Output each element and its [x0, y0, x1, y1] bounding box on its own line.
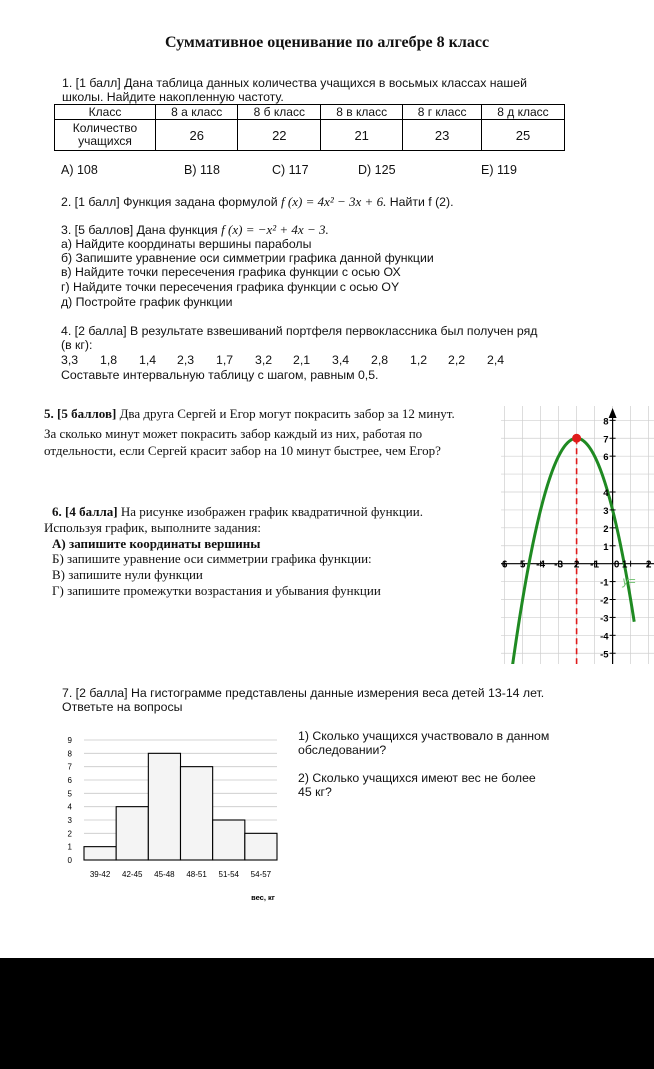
curve-label: y=	[622, 574, 636, 589]
table-header-cell: 8 г класс	[403, 105, 482, 120]
q2-lead: 2. [1 балл] Функция задана формулой	[61, 195, 278, 209]
option-d: D) 125	[358, 163, 396, 177]
histogram-bar	[116, 807, 148, 860]
y-tick-label: 7	[67, 762, 72, 772]
x-tick-label: 0	[613, 559, 620, 571]
q7-line2: Ответьте на вопросы	[62, 700, 183, 714]
q7-question2-line2: 45 кг?	[298, 785, 332, 799]
option-e: E) 119	[481, 163, 517, 177]
q3-head	[61, 223, 329, 237]
q3-item-a: а) Найдите координаты вершины параболы	[61, 237, 312, 251]
q6-item-a: А) запишите координаты вершины	[52, 536, 261, 551]
y-tick-label: 5	[67, 789, 72, 799]
y-tick-label: 3	[67, 816, 72, 825]
y-tick-label: -1	[600, 577, 609, 589]
q1-line1: 1. [1 балл] Дана таблица данных количества учащихся в восьмых классах нашей	[62, 76, 527, 90]
q4-value: 1,8	[100, 353, 118, 367]
table-cell: 21	[321, 120, 403, 151]
x-tick-label: -1	[590, 559, 600, 571]
x-tick-label: 6	[501, 559, 508, 571]
q6-points: 6. [4 балла]	[52, 504, 118, 519]
table-row-label	[55, 120, 156, 151]
q4-value: 3,3	[61, 353, 79, 367]
x-tick-label: 39-42	[89, 870, 111, 879]
q3-item-d: г) Найдите точки пересечения графика функции с осью ОY	[61, 280, 400, 294]
q4-value: 2,2	[448, 353, 466, 367]
q5-line3: отдельности, если Сергей красит забор на 10 минут быстрее, чем Егор?	[44, 443, 441, 458]
y-tick-label: 6	[67, 776, 72, 785]
q5-line1	[44, 406, 455, 422]
table-header-row	[55, 105, 565, 120]
q4-value: 2,3	[177, 353, 195, 367]
q6-text1: На рисунке изображен график квадратичной функции.	[117, 504, 423, 519]
y-tick-label: -4	[600, 631, 609, 643]
q4-line2: (в кг):	[61, 338, 93, 352]
y-tick-label: -5	[600, 649, 609, 661]
vertex-point	[572, 434, 581, 443]
histogram-bar	[148, 753, 180, 860]
x-tick-label: 1	[621, 559, 628, 571]
x-tick-label: 51-54	[218, 870, 239, 879]
x-tick-label: -4	[536, 559, 546, 571]
x-tick-label: 54-57	[250, 870, 272, 879]
q4-value: 3,4	[332, 353, 350, 367]
y-tick-label: 9	[67, 736, 72, 745]
x-axis-label: вес, кг	[251, 893, 275, 902]
table-cell: 25	[481, 120, 564, 151]
y-tick-label: -3	[600, 613, 609, 625]
option-a: A) 108	[61, 163, 98, 177]
q7-question1-line1: 1) Сколько учащихся участвовало в данном	[298, 729, 550, 743]
y-tick-label: 4	[603, 488, 609, 499]
x-tick-label: 5	[519, 559, 526, 571]
q2-formula: f (x) = 4x² − 3x + 6.	[281, 194, 387, 209]
histogram-bar	[245, 833, 277, 860]
q7-question2-line1: 2) Сколько учащихся имеют вес не более	[298, 771, 536, 785]
q5-line2: За сколько минут может покрасить забор каждый из них, работая по	[44, 426, 423, 441]
q4-line3: Составьте интервальную таблицу с шагом, равным 0,5.	[61, 368, 379, 382]
q1-line2: школы. Найдите накопленную частоту.	[62, 90, 284, 104]
row-label-line1: Количество	[72, 121, 138, 135]
x-tick-label: 45-48	[154, 870, 175, 879]
histogram-bar	[181, 767, 213, 860]
table-cell: 22	[238, 120, 321, 151]
histogram-bar	[213, 820, 245, 860]
y-tick-label: 1	[67, 842, 72, 852]
parabola-chart	[501, 406, 654, 664]
y-tick-label: 6	[603, 452, 609, 464]
y-tick-label: 2	[603, 523, 609, 535]
y-tick-label: -2	[600, 595, 609, 607]
q4-value: 2,1	[293, 353, 311, 367]
y-tick-label: 8	[67, 749, 72, 759]
q6-item-d: Г) запишите промежутки возрастания и убывания функции	[52, 583, 381, 598]
q2-tail: Найти f (2).	[389, 195, 454, 209]
table-cell: 23	[403, 120, 482, 151]
y-axis-arrow	[609, 408, 617, 418]
table-header-cell: 8 б класс	[238, 105, 321, 120]
y-tick-label: 4	[67, 802, 72, 812]
y-tick-label: 8	[603, 416, 609, 428]
histogram-chart	[60, 730, 285, 905]
q3-item-c: в) Найдите точки пересечения графика функции с осью ОХ	[61, 265, 401, 279]
q3-formula: f (x) = −x² + 4x − 3.	[221, 222, 329, 237]
y-tick-label: 7	[603, 434, 609, 446]
histogram-bar	[84, 847, 116, 860]
y-tick-label: 1	[603, 541, 609, 553]
q4-value: 2,8	[371, 353, 389, 367]
q6-item-c: В) запишите нули функции	[52, 567, 203, 582]
q6-line2: Используя график, выполните задания:	[44, 520, 261, 535]
q4-value: 3,2	[255, 353, 273, 367]
x-tick-label: 48-51	[186, 870, 207, 879]
q2-text	[61, 195, 454, 209]
parabola-curve	[501, 438, 634, 664]
q6-line1	[52, 504, 423, 520]
q3-lead: 3. [5 баллов] Дана функция	[61, 223, 218, 237]
x-tick-label: 2	[573, 559, 580, 571]
q7-line1: 7. [2 балла] На гистограмме представлены данные измерения веса детей 13-14 лет.	[62, 686, 545, 700]
y-tick-label: 3	[603, 505, 609, 517]
black-footer-bar	[0, 958, 654, 1069]
table-header-cell: 8 в класс	[321, 105, 403, 120]
table-header-cell: Класс	[55, 105, 156, 120]
page-title: Суммативное оценивание по алгебре 8 класс	[164, 34, 490, 51]
q4-value: 1,4	[139, 353, 157, 367]
table-header-cell: 8 д класс	[481, 105, 564, 120]
table-header-cell: 8 а класс	[156, 105, 238, 120]
q4-value: 1,7	[216, 353, 234, 367]
row-label-line2: учащихся	[78, 134, 132, 148]
q4-line1: 4. [2 балла] В результате взвешиваний портфеля первоклассника был получен ряд	[61, 324, 538, 338]
x-tick-label: 42-45	[122, 870, 143, 879]
y-tick-label: 2	[67, 829, 72, 839]
table-cell: 26	[156, 120, 238, 151]
q4-value: 1,2	[410, 353, 428, 367]
q7-question1-line2: обследовании?	[298, 743, 387, 757]
q5-points: 5. [5 баллов]	[44, 406, 117, 421]
q4-value: 2,4	[487, 353, 505, 367]
x-tick-label: 2	[645, 559, 652, 571]
q3-item-b: б) Запишите уравнение оси симметрии графика данной функции	[61, 251, 434, 265]
table-row	[55, 120, 565, 151]
option-c: C) 117	[272, 163, 309, 177]
option-b: B) 118	[184, 163, 220, 177]
q3-item-e: д) Постройте график функции	[61, 295, 233, 309]
q6-item-b: Б) запишите уравнение оси симметрии графика функции:	[52, 551, 372, 566]
x-tick-label: -3	[554, 559, 564, 571]
class-table	[54, 104, 565, 151]
y-tick-label: 0	[67, 856, 72, 865]
q5-text1: Два друга Сергей и Егор могут покрасить забор за 12 минут.	[116, 406, 455, 421]
